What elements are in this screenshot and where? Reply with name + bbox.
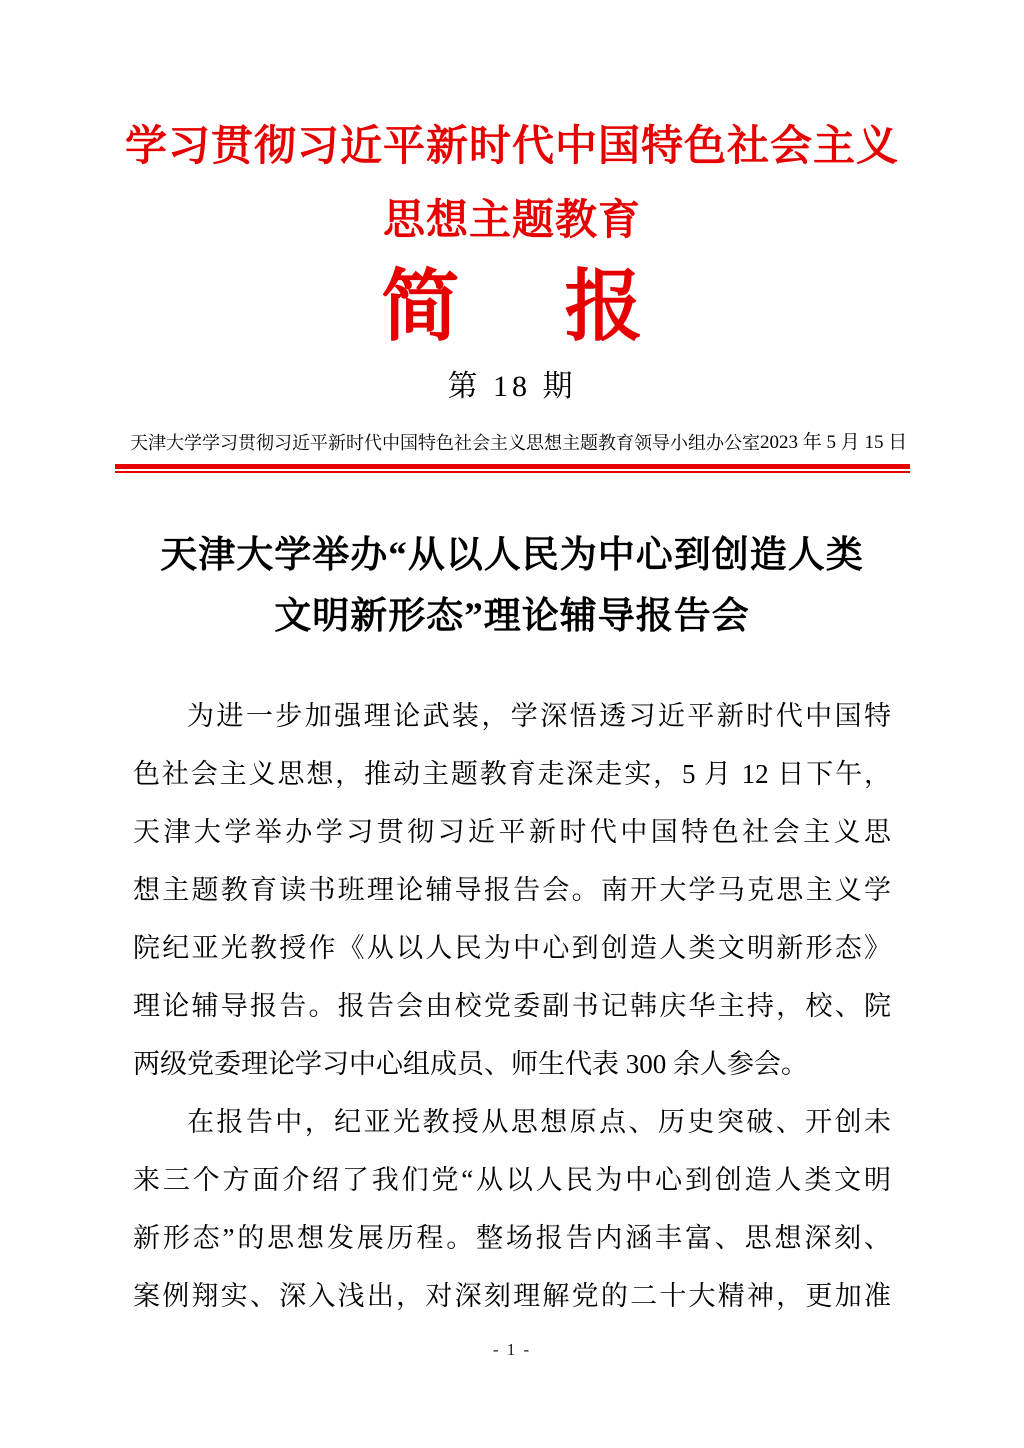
- body-line: 来三个方面介绍了我们党“从以人民为中心到创造人类文明: [133, 1165, 891, 1195]
- paragraph-2: [133, 1093, 891, 1325]
- body-line: 理论辅导报告。报告会由校党委副书记韩庆华主持，校、院: [133, 991, 891, 1021]
- body-line: 为进一步加强理论武装，学深悟透习近平新时代中国特: [187, 701, 891, 731]
- body-line: 在报告中，纪亚光教授从思想原点、历史突破、开创未: [187, 1107, 891, 1137]
- rule-thin-bar: [115, 471, 910, 473]
- article-title: [0, 525, 1024, 647]
- body-line: 色社会主义思想，推动主题教育走深走实，5 月 12 日下午，: [133, 759, 891, 789]
- body-line: 新形态”的思想发展历程。整场报告内涵丰富、思想深刻、: [133, 1223, 891, 1253]
- body-line: 两级党委理论学习中心组成员、师生代表 300 余人参会。: [133, 1049, 808, 1079]
- article-title-line1: 天津大学举办“从以人民为中心到创造人类: [160, 535, 864, 576]
- article-title-line2: 文明新形态”理论辅导报告会: [274, 596, 750, 637]
- page-number: - 1 -: [492, 1340, 532, 1359]
- issuing-office: 天津大学学习贯彻习近平新时代中国特色社会主义思想主题教育领导小组办公室: [130, 433, 760, 453]
- masthead: [0, 0, 1024, 456]
- issue-date: 2023 年 5 月 15 日: [760, 432, 908, 453]
- paragraph-1: [133, 687, 891, 1093]
- article-body: [133, 687, 891, 1325]
- office-date-row: [130, 430, 906, 456]
- body-line: 想主题教育读书班理论辅导报告会。南开大学马克思主义学: [133, 875, 891, 905]
- issue-number: 第 18 期: [447, 370, 577, 403]
- brief-title: 简报: [381, 263, 748, 350]
- body-line: 案例翔实、深入浅出，对深刻理解党的二十大精神，更加准: [133, 1281, 891, 1311]
- red-double-rule: [115, 464, 910, 473]
- body-line: 院纪亚光教授作《从以人民为中心到创造人类文明新形态》: [133, 933, 891, 963]
- body-line: 天津大学举办学习贯彻习近平新时代中国特色社会主义思: [133, 817, 891, 847]
- masthead-title-line1: 学习贯彻习近平新时代中国特色社会主义: [124, 124, 899, 170]
- masthead-title-line2: 思想主题教育: [382, 198, 641, 244]
